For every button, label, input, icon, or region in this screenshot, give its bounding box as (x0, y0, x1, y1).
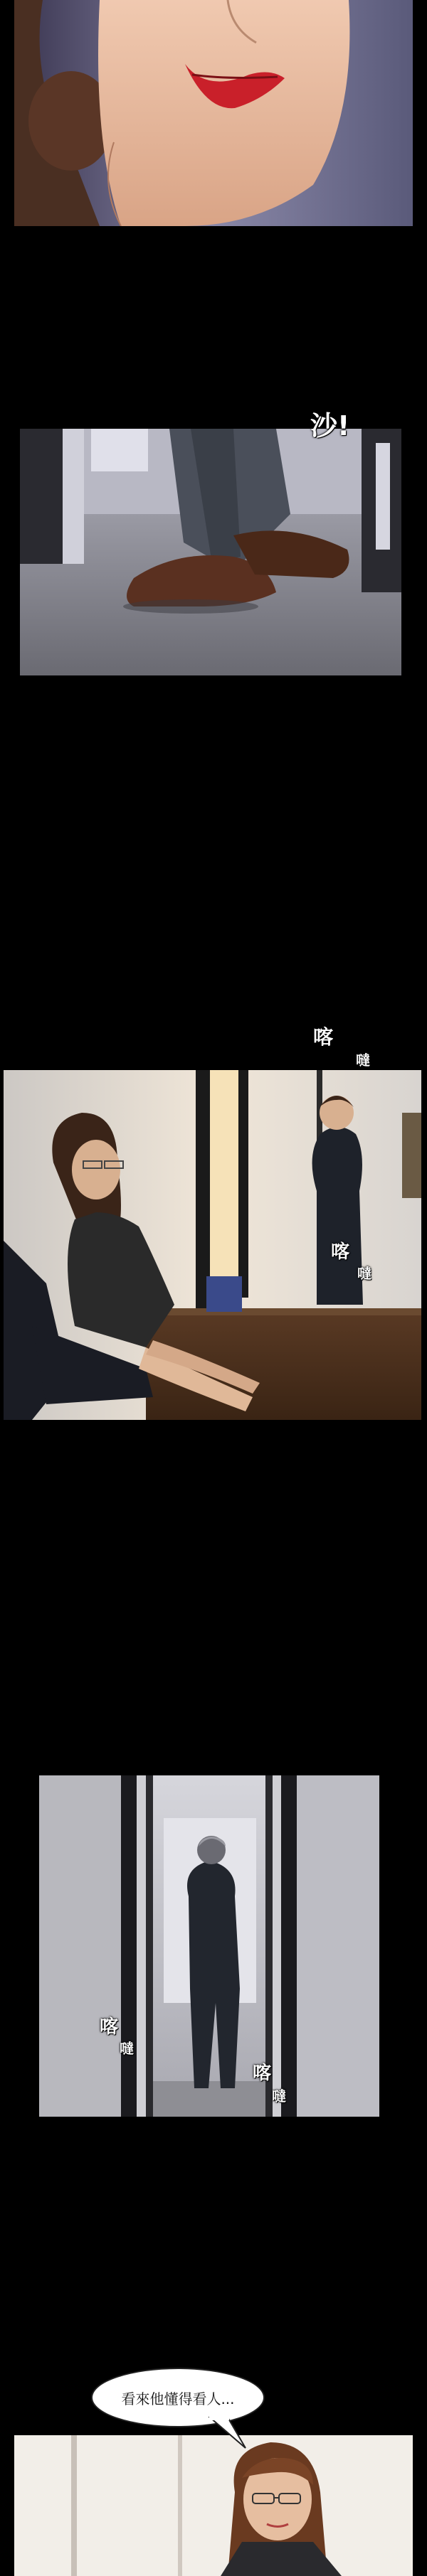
panel-shoes-step (20, 429, 401, 675)
speech-bubble-text: 看來他懂得看人... (121, 2390, 235, 2407)
speech-bubble-tail (206, 2416, 249, 2452)
sfx-tap-7: 喀 (253, 2063, 272, 2084)
panel-office-scene (4, 1070, 421, 1420)
sfx-tap-1: 喀 (313, 1025, 334, 1049)
face-closeup-art (14, 0, 413, 226)
sfx-swish: 沙! (310, 410, 350, 442)
sfx-tap-8: 噠 (272, 2088, 286, 2105)
panel-face-closeup (14, 0, 413, 226)
sfx-tap-5: 喀 (100, 2016, 119, 2038)
doorway-walk-art (39, 1775, 379, 2117)
sfx-tap-2: 噠 (356, 1052, 370, 1069)
sfx-tap-6: 噠 (120, 2040, 134, 2057)
woman-glasses-art (14, 2435, 413, 2576)
sfx-tap-3: 喀 (331, 1241, 350, 1263)
sfx-tap-4: 噠 (357, 1265, 371, 1282)
panel-doorway-walk (39, 1775, 379, 2117)
office-scene-art (4, 1070, 421, 1420)
shoes-step-art (20, 429, 401, 675)
panel-woman-glasses (14, 2435, 413, 2576)
